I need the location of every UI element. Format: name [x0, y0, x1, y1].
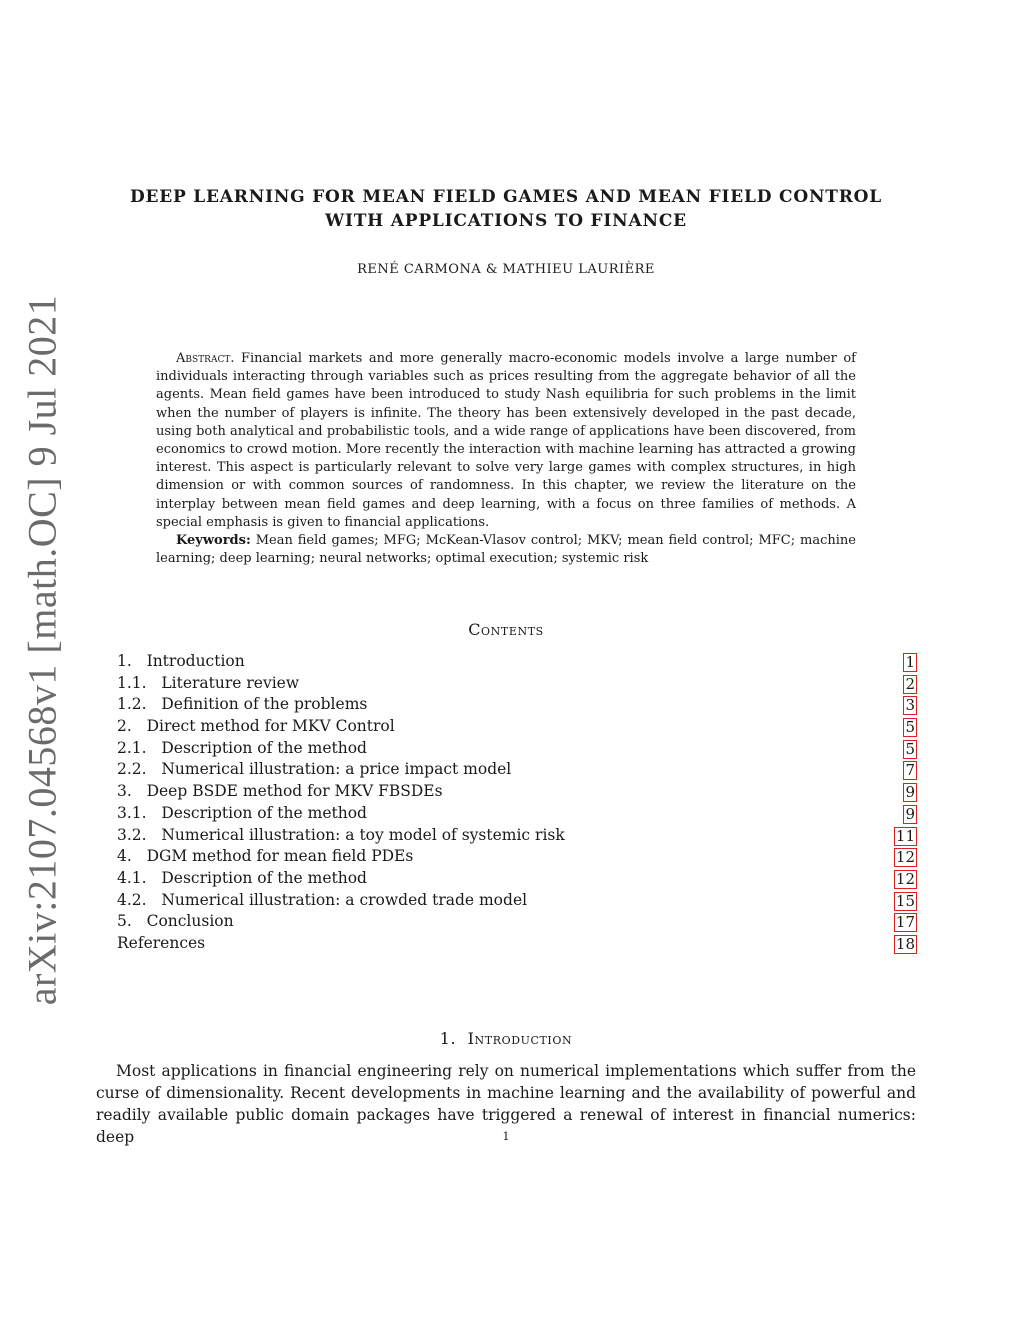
toc-entry-title: DGM method for mean field PDEs	[146, 847, 414, 866]
toc-entry-title: Direct method for MKV Control	[146, 717, 395, 736]
toc-entry-title: Numerical illustration: a toy model of systemic risk	[161, 825, 565, 844]
toc-page-link[interactable]: 2	[905, 674, 915, 693]
introduction-paragraph: Most applications in financial engineering rely on numerical implementations which suffer from the curse of dimensionality. Recent developments in machine learning and the availability of powerful and readily available public domain packages have triggered a renewal of interest in financial numerics: deep	[96, 1062, 916, 1146]
arxiv-identifier: arXiv:2107.04568v1 [math.OC] 9 Jul 2021	[19, 294, 65, 1006]
toc-page-link[interactable]: 15	[895, 891, 915, 910]
toc-entry-number: 2.	[117, 717, 132, 736]
toc-entry-number: 3.1.	[117, 803, 147, 822]
toc-entry-number: 1.2.	[117, 695, 147, 714]
abstract	[156, 350, 856, 568]
toc-page-link[interactable]: 3	[905, 696, 915, 715]
toc-entry-number: 3.2.	[117, 825, 147, 844]
toc-page-link[interactable]: 18	[895, 934, 915, 953]
toc-page-link[interactable]: 5	[905, 718, 915, 737]
toc-entry-number: 1.1.	[117, 673, 147, 692]
toc-entry[interactable]	[117, 890, 917, 912]
toc-page-link[interactable]: 12	[895, 869, 915, 888]
title-line-1: DEEP LEARNING FOR MEAN FIELD GAMES AND MEAN FIELD CONTROL	[129, 187, 883, 207]
toc-page-link[interactable]: 5	[905, 739, 915, 758]
abstract-label: Abstract.	[176, 351, 235, 366]
toc-entry-title: Deep BSDE method for MKV FBSDEs	[146, 782, 443, 801]
toc-entry-number: 4.	[117, 847, 132, 866]
section-title: Introduction	[467, 1029, 573, 1048]
keywords-label: Keywords:	[176, 533, 251, 549]
section-number: 1.	[439, 1029, 457, 1048]
toc-entry[interactable]	[117, 738, 917, 760]
toc-entry-title: Description of the method	[161, 803, 367, 822]
title-line-2: WITH APPLICATIONS TO FINANCE	[325, 211, 687, 231]
contents-heading: Contents	[468, 620, 544, 639]
toc-entry-number: 5.	[117, 912, 132, 931]
toc-page-link[interactable]: 1	[905, 653, 915, 671]
toc-page-link[interactable]: 11	[895, 826, 915, 845]
toc-page-link[interactable]: 7	[905, 761, 915, 780]
introduction-heading	[0, 1029, 1012, 1048]
toc-entry[interactable]	[117, 868, 917, 890]
page-number: 1	[502, 1130, 510, 1143]
keywords-paragraph	[156, 532, 856, 568]
paper-title	[100, 185, 912, 233]
toc-entry[interactable]	[117, 911, 917, 933]
toc-entry-number: 1.	[117, 652, 132, 670]
abstract-paragraph	[156, 350, 856, 532]
toc-entry-number: 2.2.	[117, 760, 147, 779]
toc-entry-title: Description of the method	[161, 868, 367, 887]
toc-page-link[interactable]: 9	[905, 804, 915, 823]
keywords-text: Mean field games; MFG; McKean-Vlasov control; MKV; mean field control; MFC; machine learning; deep learning; neural networks; optimal execution; systemic risk	[156, 533, 856, 567]
authors: RENÉ CARMONA & MATHIEU LAURIÈRE	[357, 262, 655, 277]
table-of-contents	[117, 651, 917, 955]
toc-entry[interactable]	[117, 825, 917, 847]
toc-entry-number: 3.	[117, 782, 132, 801]
toc-entry-title: Numerical illustration: a crowded trade model	[161, 890, 528, 909]
toc-entry-title: Description of the method	[161, 738, 367, 757]
toc-entry-number: 4.2.	[117, 890, 147, 909]
toc-entry-title: Conclusion	[146, 912, 234, 931]
toc-entry-title: References	[117, 933, 206, 952]
abstract-text: Financial markets and more generally macro-economic models involve a large number of individuals interacting through variables such as prices resulting from the aggregate behavior of all the agents. Mean field games have been introduced to study Nash equilibria for such problems in the limit when the number of players is infinite. The theory has been extensively developed in the past decade, using both analytical and probabilistic tools, and a wide range of applications have been discovered, from economics to crowd motion. More recently the interaction with machine learning has attracted a growing interest. This aspect is particularly relevant to solve very large games with complex structures, in high dimension or with common sources of randomness. In this chapter, we review the literature on the interplay between mean field games and deep learning, with a focus on three families of methods. A special emphasis is given to financial applications.	[156, 351, 856, 530]
toc-entry-title: Literature review	[161, 673, 300, 692]
toc-page-link[interactable]: 9	[905, 783, 915, 802]
toc-entry[interactable]	[117, 694, 917, 716]
toc-entry-title: Introduction	[146, 652, 245, 670]
toc-entry[interactable]	[117, 803, 917, 825]
toc-entry[interactable]	[117, 933, 917, 955]
toc-entry-title: Definition of the problems	[161, 695, 368, 714]
toc-entry[interactable]	[117, 781, 917, 803]
toc-entry-title: Numerical illustration: a price impact model	[161, 760, 512, 779]
toc-entry[interactable]	[117, 846, 917, 868]
toc-page-link[interactable]: 17	[895, 913, 915, 932]
toc-entry-number: 2.1.	[117, 738, 147, 757]
toc-entry[interactable]	[117, 759, 917, 781]
toc-page-link[interactable]: 12	[895, 848, 915, 867]
toc-entry-number: 4.1.	[117, 868, 147, 887]
toc-entry[interactable]	[117, 673, 917, 695]
toc-entry[interactable]	[117, 716, 917, 738]
toc-entry[interactable]	[117, 651, 917, 673]
